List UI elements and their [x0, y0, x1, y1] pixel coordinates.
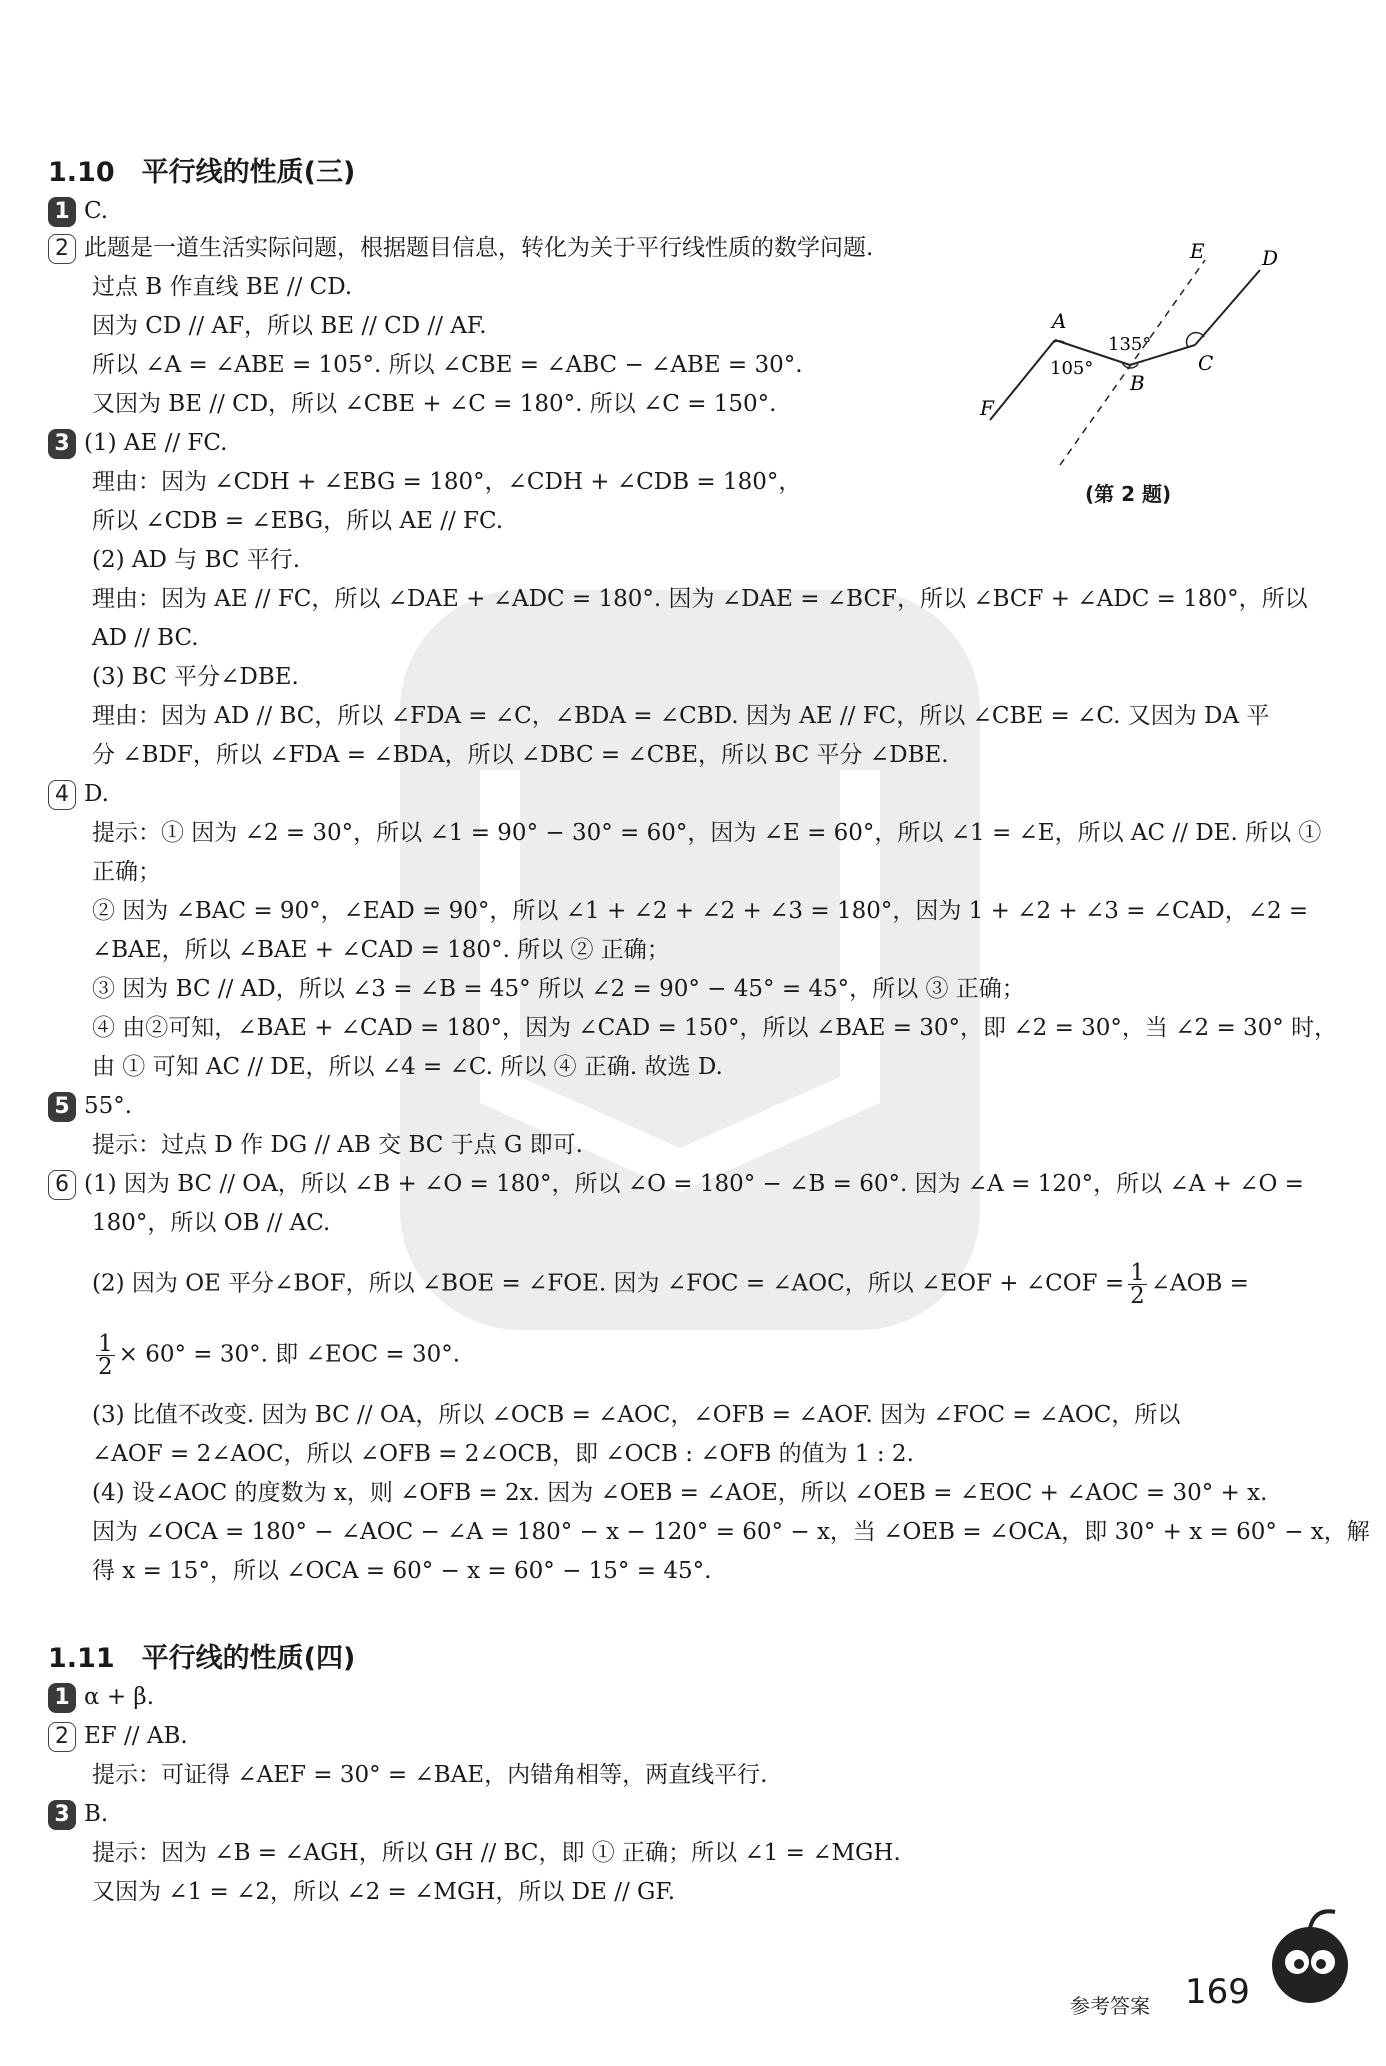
- section-title-1-11: 1.11 平行线的性质(四): [48, 1643, 356, 1674]
- answer-text: 55°.: [84, 1093, 133, 1119]
- answer-line: (3) BC 平分∠DBE.: [92, 664, 299, 690]
- answer-line: $\frac{1}{2}$ × 60° = 30°. 即 ∠EOC = 30°.: [98, 1331, 461, 1380]
- answer-text: D.: [84, 781, 109, 807]
- footer-label: 参考答案: [1070, 1994, 1150, 2018]
- question-number: 1: [48, 197, 76, 227]
- answer-text: C.: [84, 198, 109, 224]
- answer-line: 理由：因为 AE // FC，所以 ∠DAE + ∠ADC = 180°. 因为 ∠DAE = ∠BCF，所以 ∠BCF + ∠ADC = 180°，所以: [92, 586, 1308, 612]
- question-number: 3: [48, 429, 76, 459]
- answer-line: AD // BC.: [92, 625, 199, 651]
- answer-text: (1) AE // FC.: [84, 430, 228, 456]
- answer-line: ∠AOF = 2∠AOC，所以 ∠OFB = 2∠OCB，即 ∠OCB : ∠OFB 的值为 1 : 2.: [92, 1441, 914, 1467]
- answer-text: 此题是一道生活实际问题，根据题目信息，转化为关于平行线性质的数学问题.: [84, 235, 874, 261]
- answer-line: ④ 由②可知，∠BAE + ∠CAD = 180°，因为 ∠CAD = 150°，所以 ∠BAE = 30°，即 ∠2 = 30°，当 ∠2 = 30° 时，: [92, 1015, 1338, 1041]
- answer-1: [48, 1682, 154, 1713]
- label-f: F: [980, 396, 994, 420]
- answer-text: EF // AB.: [84, 1723, 188, 1749]
- answer-text: α + β.: [84, 1684, 155, 1710]
- answer-line: ③ 因为 BC // AD，所以 ∠3 = ∠B = 45° 所以 ∠2 = 90° − 45° = 45°，所以 ③ 正确；: [92, 976, 1025, 1002]
- answer-line: (4) 设∠AOC 的度数为 x，则 ∠OFB = 2x. 因为 ∠OEB = ∠AOE，所以 ∠OEB = ∠EOC + ∠AOC = 30° + x.: [92, 1480, 1268, 1506]
- question-number: 4: [48, 780, 76, 810]
- page-number: 169: [1185, 1972, 1250, 2012]
- answer-line: (2) AD 与 BC 平行.: [92, 547, 301, 573]
- angle-135: 135°: [1108, 334, 1152, 355]
- answer-line: 提示：① 因为 ∠2 = 30°，所以 ∠1 = 90° − 30° = 60°，因为 ∠E = 60°，所以 ∠1 = ∠E，所以 AC // DE. 所以 ①: [92, 820, 1322, 846]
- answer-line: 提示：可证得 ∠AEF = 30° = ∠BAE，内错角相等，两直线平行.: [92, 1762, 768, 1788]
- answer-line: 分 ∠BDF，所以 ∠FDA = ∠BDA，所以 ∠DBC = ∠CBE，所以 BC 平分 ∠DBE.: [92, 742, 949, 768]
- answer-line: 因为 CD // AF，所以 BE // CD // AF.: [92, 313, 487, 339]
- answer-line: 正确；: [92, 859, 161, 885]
- question-number: 2: [48, 1722, 76, 1752]
- answer-line: 理由：因为 AD // BC，所以 ∠FDA = ∠C，∠BDA = ∠CBD. 因为 AE // FC，所以 ∠CBE = ∠C. 又因为 DA 平: [92, 703, 1270, 729]
- label-b: B: [1130, 371, 1145, 395]
- answer-line: 所以 ∠A = ∠ABE = 105°. 所以 ∠CBE = ∠ABC − ∠ABE = 30°.: [92, 352, 803, 378]
- answer-6: [48, 1169, 1304, 1200]
- section-title-1-10: 1.10 平行线的性质(三): [48, 157, 356, 188]
- fraction: $\frac{1}{2}$: [1130, 1260, 1145, 1309]
- answer-line: 过点 B 作直线 BE // CD.: [92, 274, 353, 300]
- answer-2: [48, 233, 873, 264]
- answer-1: [48, 196, 108, 227]
- answer-line: 得 x = 15°，所以 ∠OCA = 60° − x = 60° − 15° = 45°.: [92, 1558, 712, 1584]
- answer-line: 因为 ∠OCA = 180° − ∠AOC − ∠A = 180° − x − 120° = 60° − x，当 ∠OEB = ∠OCA，即 30° + x = 60° − x，解: [92, 1519, 1370, 1545]
- answer-line: 理由：因为 ∠CDH + ∠EBG = 180°，∠CDH + ∠CDB = 180°，: [92, 469, 802, 495]
- answer-4: [48, 779, 109, 810]
- answer-line: (3) 比值不改变. 因为 BC // OA，所以 ∠OCB = ∠AOC，∠OFB = ∠AOF. 因为 ∠FOC = ∠AOC，所以: [92, 1402, 1181, 1428]
- answer-3: [48, 1799, 108, 1830]
- label-a: A: [1052, 309, 1067, 333]
- geometry-figure: [970, 240, 1290, 470]
- label-e: E: [1190, 240, 1205, 263]
- question-number: 5: [48, 1092, 76, 1122]
- answer-line: (2) 因为 OE 平分∠BOF，所以 ∠BOE = ∠FOE. 因为 ∠FOC = ∠AOC，所以 ∠EOF + ∠COF = $\frac{1}{2}$ ∠AOB =: [92, 1260, 1249, 1309]
- answer-2: [48, 1721, 188, 1752]
- answer-line: 提示：过点 D 作 DG // AB 交 BC 于点 G 即可.: [92, 1132, 583, 1158]
- label-d: D: [1262, 246, 1279, 270]
- answer-line: 又因为 ∠1 = ∠2，所以 ∠2 = ∠MGH，所以 DE // GF.: [92, 1879, 676, 1905]
- mascot-icon: [1255, 1900, 1365, 2010]
- figure-caption: (第 2 题): [1085, 482, 1172, 506]
- angle-105: 105°: [1050, 358, 1094, 379]
- answer-text: (1) 因为 BC // OA，所以 ∠B + ∠O = 180°，所以 ∠O = 180° − ∠B = 60°. 因为 ∠A = 120°，所以 ∠A + ∠O =: [84, 1171, 1304, 1197]
- answer-line: 180°，所以 OB // AC.: [92, 1210, 331, 1236]
- question-number: 2: [48, 234, 76, 264]
- answer-line: 由 ① 可知 AC // DE，所以 ∠4 = ∠C. 所以 ④ 正确. 故选 D.: [92, 1054, 723, 1080]
- answer-line: 提示：因为 ∠B = ∠AGH，所以 GH // BC，即 ① 正确；所以 ∠1 = ∠MGH.: [92, 1840, 901, 1866]
- answer-line: ② 因为 ∠BAC = 90°，∠EAD = 90°，所以 ∠1 + ∠2 + ∠2 + ∠3 = 180°，因为 1 + ∠2 + ∠3 = ∠CAD，∠2 =: [92, 898, 1309, 924]
- fraction: $\frac{1}{2}$: [98, 1331, 113, 1380]
- question-number: 6: [48, 1170, 76, 1200]
- answer-line: 又因为 BE // CD，所以 ∠CBE + ∠C = 180°. 所以 ∠C = 150°.: [92, 391, 777, 417]
- answer-line: 所以 ∠CDB = ∠EBG，所以 AE // FC.: [92, 508, 504, 534]
- question-number: 1: [48, 1683, 76, 1713]
- answer-3: [48, 428, 227, 459]
- label-c: C: [1198, 351, 1214, 375]
- answer-text: B.: [84, 1801, 109, 1827]
- question-number: 3: [48, 1800, 76, 1830]
- answer-line: ∠BAE，所以 ∠BAE + ∠CAD = 180°. 所以 ② 正确；: [92, 937, 670, 963]
- answer-5: [48, 1091, 132, 1122]
